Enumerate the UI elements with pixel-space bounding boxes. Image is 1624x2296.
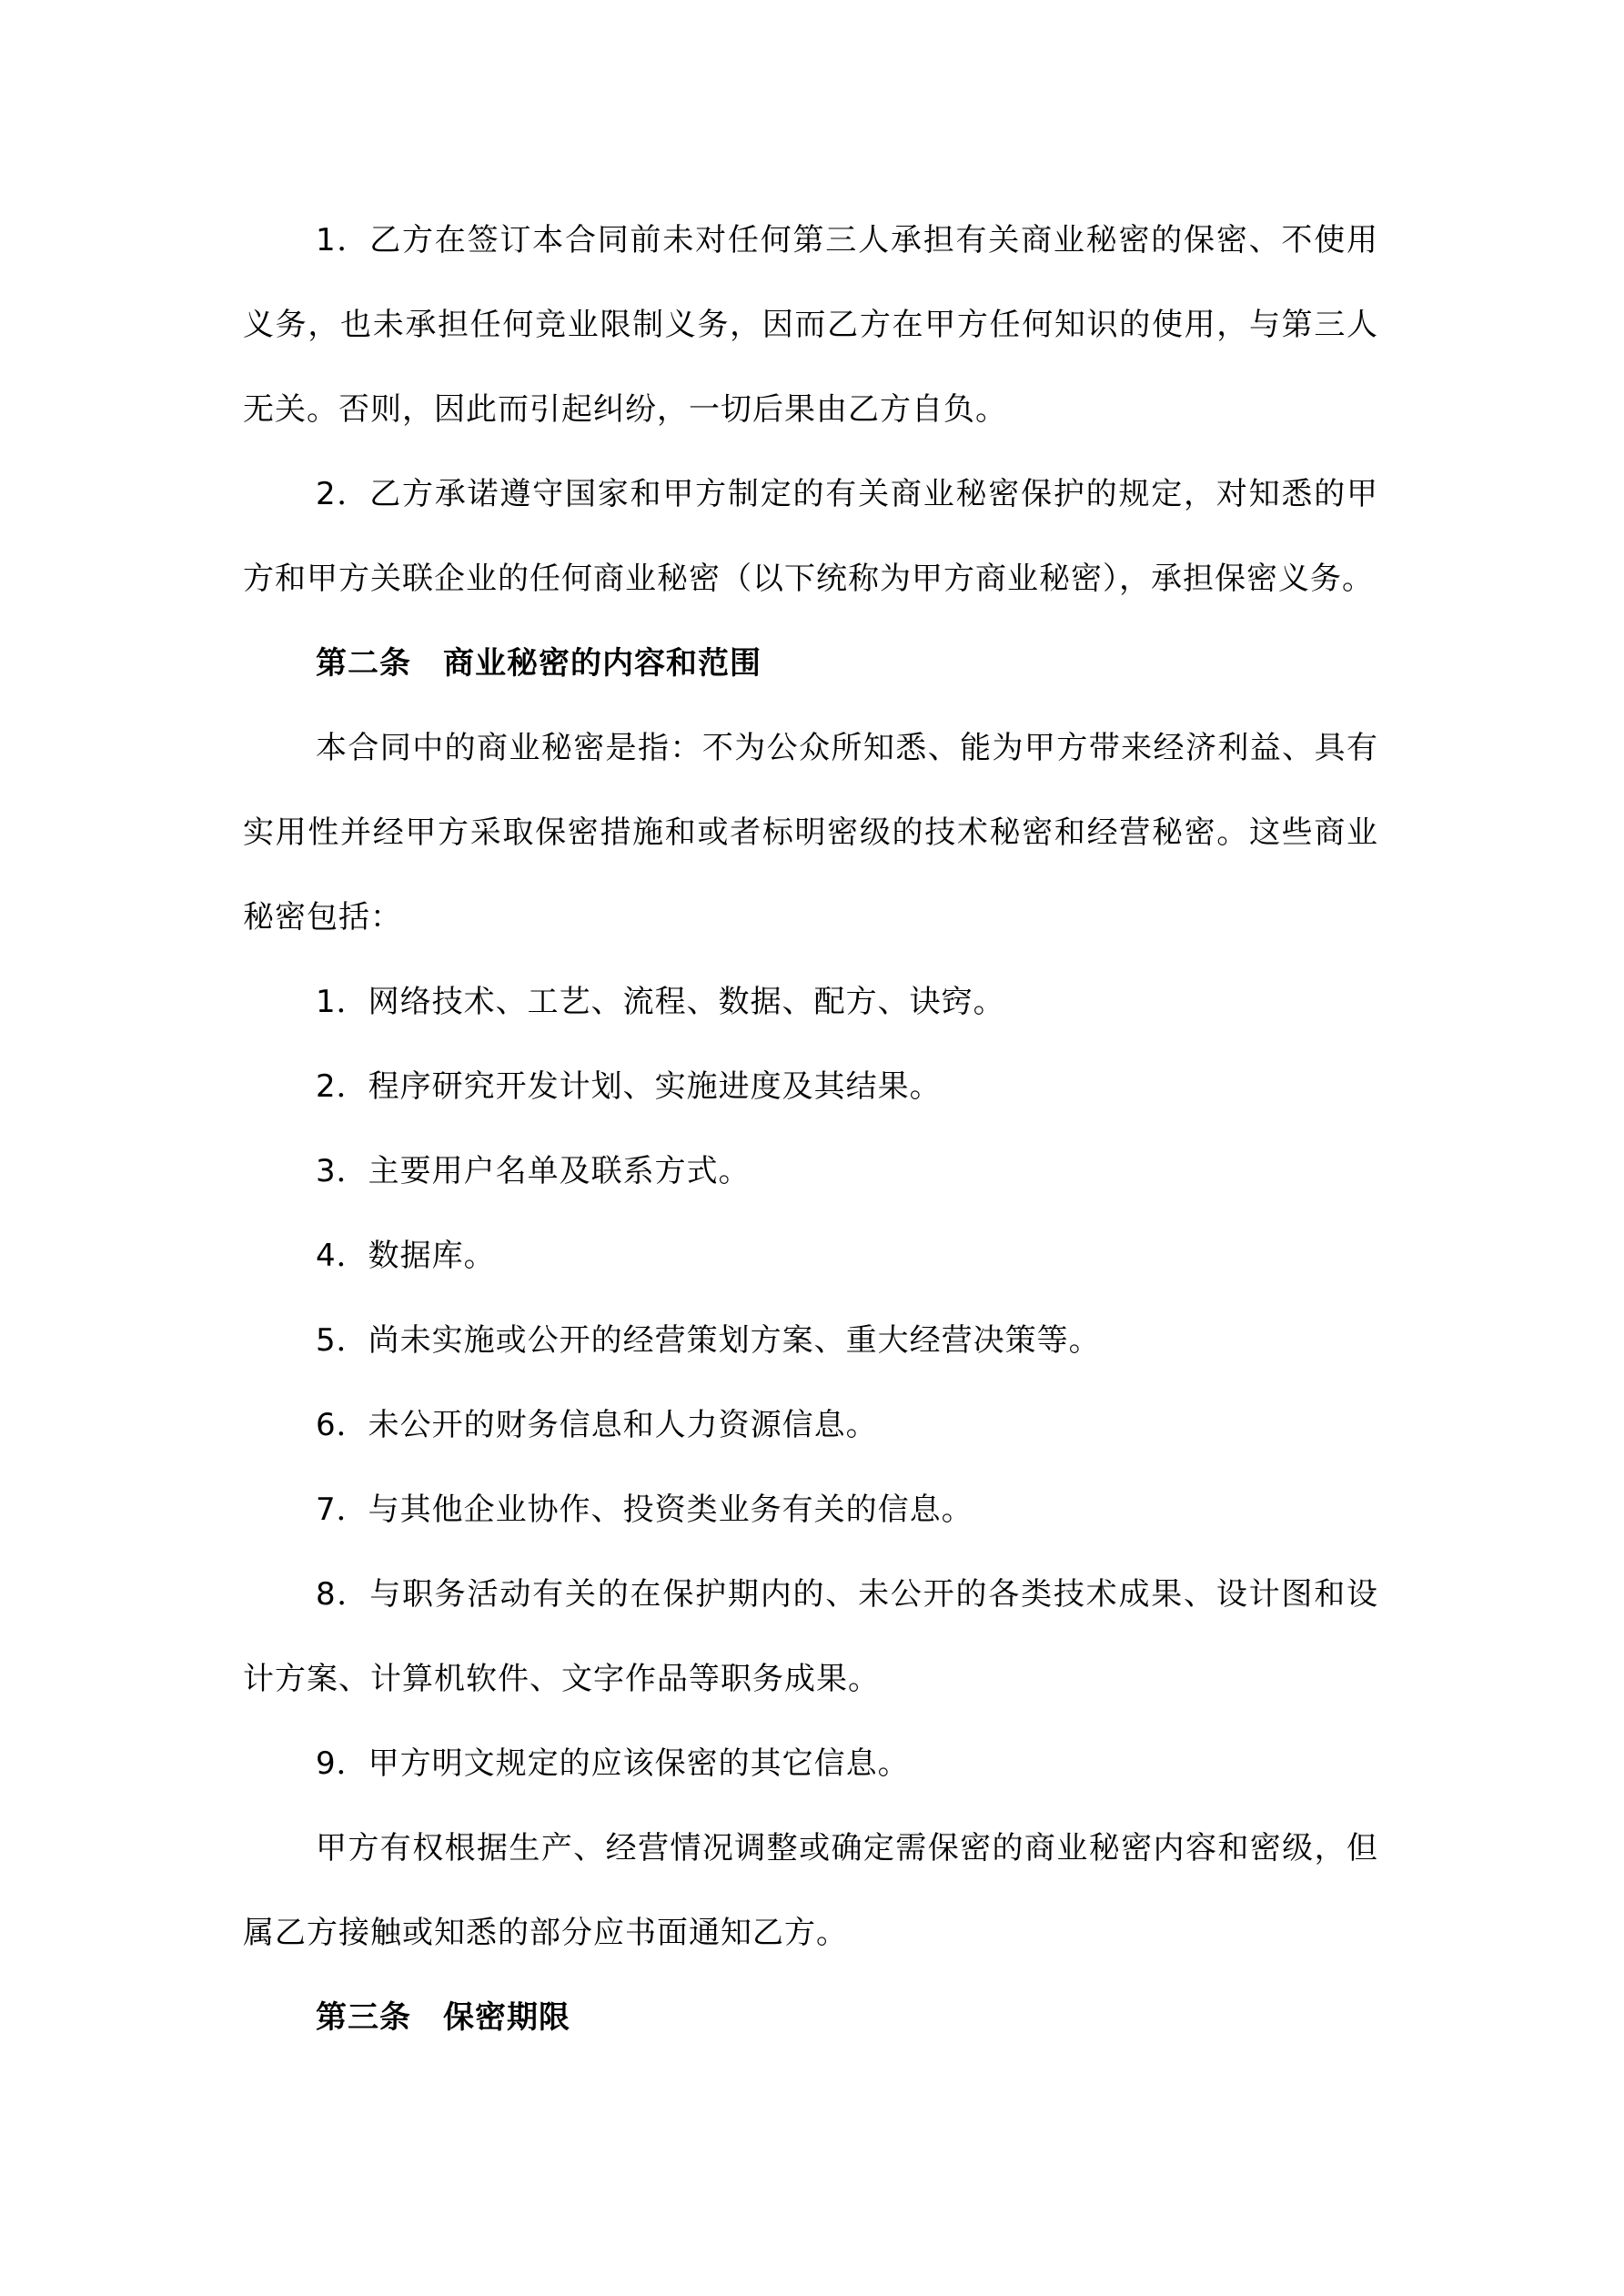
secret-item-6-line: 6．未公开的财务信息和人力资源信息。 xyxy=(316,1407,878,1443)
secret-item-9 xyxy=(243,1722,1378,1806)
article2-heading: 第二条 商业秘密的内容和范围 xyxy=(316,645,762,682)
secret-item-3-line: 3．主要用户名单及联系方式。 xyxy=(316,1153,751,1189)
secret-item-4-line: 4．数据库。 xyxy=(316,1238,496,1274)
secret-item-2-line: 2．程序研究开发计划、实施进度及其结果。 xyxy=(316,1068,942,1105)
clause1-item1 xyxy=(243,198,1378,452)
secret-item-1 xyxy=(243,960,1378,1045)
clause1-item1-line2: 义务，也未承担任何竞业限制义务，因而乙方在甲方任何知识的使用，与第三人 xyxy=(243,307,1378,343)
article2-closing xyxy=(243,1806,1378,1976)
secret-item-3 xyxy=(243,1129,1378,1214)
article2-intro xyxy=(243,706,1378,960)
clause1-item2 xyxy=(243,452,1378,622)
article2-heading-block xyxy=(243,622,1378,706)
article2-intro-line3: 秘密包括： xyxy=(243,899,402,936)
secret-item-8-line1: 8．与职务活动有关的在保护期内的、未公开的各类技术成果、设计图和设 xyxy=(316,1576,1378,1613)
clause1-item1-line1: 1．乙方在签订本合同前未对任何第三人承担有关商业秘密的保密、不使用 xyxy=(316,222,1378,258)
secret-item-9-line: 9．甲方明文规定的应该保密的其它信息。 xyxy=(316,1745,910,1782)
article3-heading-block xyxy=(243,1976,1378,2060)
secret-item-7-line: 7．与其他企业协作、投资类业务有关的信息。 xyxy=(316,1492,973,1528)
contract-body xyxy=(243,198,1378,2060)
article2-closing-line2: 属乙方接触或知悉的部分应书面通知乙方。 xyxy=(243,1915,848,1951)
secret-item-4 xyxy=(243,1214,1378,1299)
secret-item-5-line: 5．尚未实施或公开的经营策划方案、重大经营决策等。 xyxy=(316,1322,1101,1359)
secret-item-7 xyxy=(243,1468,1378,1553)
article2-intro-line1: 本合同中的商业秘密是指：不为公众所知悉、能为甲方带来经济利益、具有 xyxy=(316,730,1378,766)
secret-item-2 xyxy=(243,1045,1378,1129)
secret-item-1-line: 1．网络技术、工艺、流程、数据、配方、诀窍。 xyxy=(316,984,1005,1020)
secret-item-5 xyxy=(243,1299,1378,1383)
secret-item-6 xyxy=(243,1383,1378,1468)
clause1-item2-line1: 2．乙方承诺遵守国家和甲方制定的有关商业秘密保护的规定，对知悉的甲 xyxy=(316,476,1378,512)
article2-intro-line2: 实用性并经甲方采取保密措施和或者标明密级的技术秘密和经营秘密。这些商业 xyxy=(243,814,1378,851)
secret-item-8-line2: 计方案、计算机软件、文字作品等职务成果。 xyxy=(243,1661,880,1697)
clause1-item2-line2: 方和甲方关联企业的任何商业秘密（以下统称为甲方商业秘密），承担保密义务。 xyxy=(243,561,1374,597)
article3-heading: 第三条 保密期限 xyxy=(316,1999,570,2036)
secret-item-8 xyxy=(243,1553,1378,1722)
article2-closing-line1: 甲方有权根据生产、经营情况调整或确定需保密的商业秘密内容和密级，但 xyxy=(316,1830,1378,1866)
clause1-item1-line3: 无关。否则，因此而引起纠纷，一切后果由乙方自负。 xyxy=(243,391,1007,428)
